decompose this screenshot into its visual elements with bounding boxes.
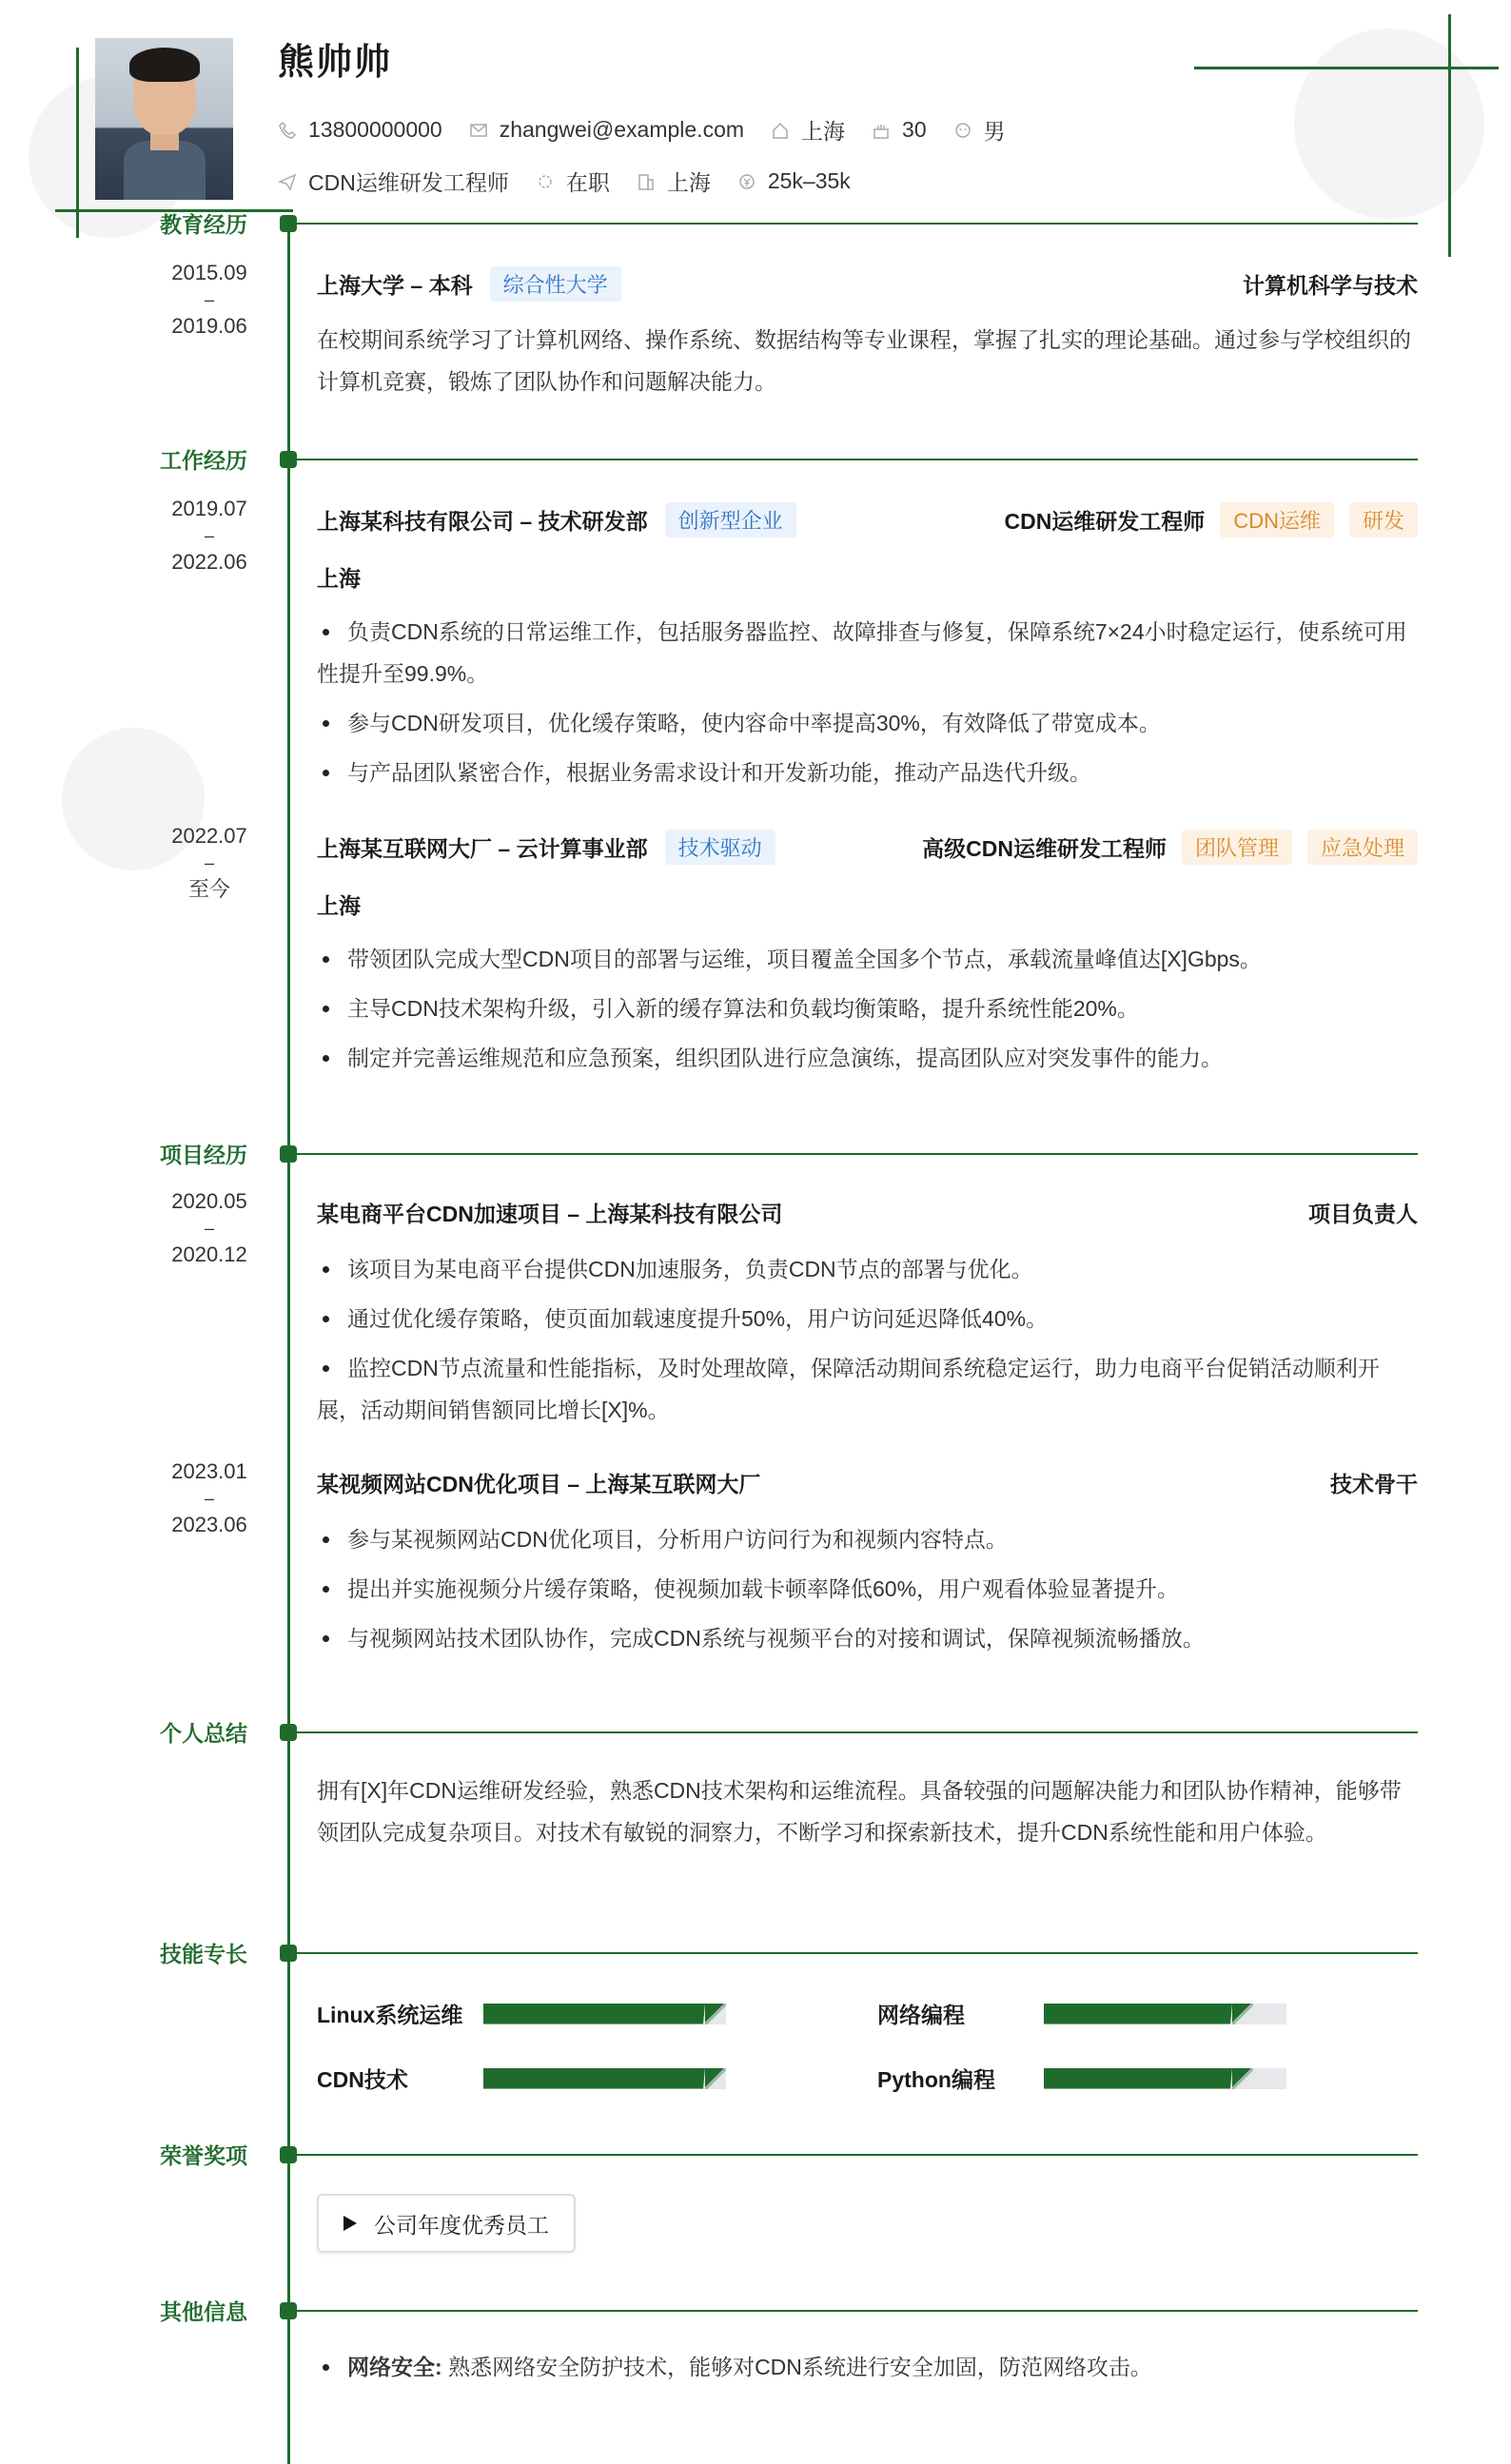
project-bullets [317, 1248, 1418, 1438]
section-divider [288, 2154, 1418, 2156]
list-item: 主导CDN技术架构升级，引入新的缓存算法和负载均衡策略，提升系统性能20%。 [317, 988, 1418, 1029]
section-title-summary: 个人总结 [160, 1721, 247, 1746]
project-date: 2023.01 – 2023.06 [171, 1459, 247, 1536]
building-icon [637, 172, 656, 191]
skill-bar-fill [483, 2004, 705, 2024]
skill-bar-tip [705, 2068, 726, 2089]
school-name: 上海大学 – 本科 [317, 273, 473, 298]
award-label: 公司年度优秀员工 [374, 2212, 549, 2238]
work-bullets [317, 938, 1418, 1086]
age: 30 [872, 117, 927, 143]
email: zhangwei@example.com [469, 117, 744, 143]
section-title-education: 教育经历 [160, 212, 247, 237]
job-title: CDN运维研发工程师 [278, 166, 509, 197]
gender-icon [953, 121, 972, 140]
section-title-other: 其他信息 [160, 2299, 247, 2324]
summary-text: 拥有[X]年CDN运维研发经验，熟悉CDN技术架构和运维流程。具备较强的问题解决能力和团队协作精神，能够带领团队完成复杂项目。对技术有敏锐的洞察力，不断学习和探索新技术，提升CDN系统性能和用户体验。 [317, 1778, 1402, 1845]
project-item-head [317, 1197, 1418, 1228]
list-item [317, 2346, 1418, 2388]
section-title-work: 工作经历 [160, 448, 247, 473]
work-item-head [317, 502, 1418, 538]
project-item-head [317, 1467, 1418, 1498]
candidate-name: 熊帅帅 [278, 43, 393, 83]
project-name: 某视频网站CDN优化项目 – 上海某互联网大厂 [317, 1472, 761, 1496]
other-bullets [317, 2346, 1418, 2396]
phone-icon [278, 121, 297, 140]
other-label: 网络安全: [347, 2355, 442, 2379]
skill-bar-tip [705, 2004, 726, 2024]
company-tag: 创新型企业 [665, 502, 796, 538]
section-divider [288, 1731, 1418, 1733]
education-desc: 在校期间系统学习了计算机网络、操作系统、数据结构等专业课程，掌握了扎实的理论基础。通过参与学校组织的计算机竞赛，锻炼了团队协作和问题解决能力。 [317, 327, 1411, 394]
section-title-skills: 技能专长 [160, 1942, 247, 1966]
work-date: 2019.07 – 2022.06 [171, 497, 247, 574]
company-tag: 技术驱动 [665, 830, 775, 865]
role-name: 高级CDN运维研发工程师 [922, 836, 1167, 861]
skill-item [877, 1998, 1286, 2029]
section-divider [288, 459, 1418, 460]
contact-row [278, 114, 1032, 146]
deco-line-v-right [1448, 14, 1451, 257]
school-tag: 综合性大学 [490, 266, 621, 302]
work-city: 上海 [317, 566, 361, 591]
city: 上海 [771, 114, 845, 146]
skill-bar-tip [1232, 2068, 1253, 2089]
deco-circle-right [1294, 29, 1484, 219]
list-item: 参与某视频网站CDN优化项目，分析用户访问行为和视频内容特点。 [317, 1518, 1418, 1560]
section-divider [288, 223, 1418, 225]
list-item: 提出并实施视频分片缓存策略，使视频加载卡顿率降低60%，用户观看体验显著提升。 [317, 1568, 1418, 1610]
mail-icon [469, 121, 488, 140]
list-item: 监控CDN节点流量和性能指标，及时处理故障，保障活动期间系统稳定运行，助力电商平台促销活动顺利开展，活动期间销售额同比增长[X]%。 [317, 1347, 1418, 1431]
skill-bar [483, 2068, 726, 2089]
role-tag: 应急处理 [1307, 830, 1418, 865]
section-title-honors: 荣誉奖项 [160, 2143, 247, 2168]
play-icon [343, 2216, 357, 2231]
award-item [317, 2194, 576, 2253]
job-intent-row [278, 166, 877, 197]
skill-name: Python编程 [877, 2067, 995, 2092]
work-item-head [317, 830, 1418, 865]
role-tag: CDN运维 [1220, 502, 1334, 538]
work-status: 在职 [536, 166, 610, 197]
skill-item [877, 2063, 1286, 2094]
avatar [95, 38, 233, 200]
target-city: 上海 [637, 166, 711, 197]
company-name: 上海某科技有限公司 – 技术研发部 [317, 509, 648, 534]
list-item: 与产品团队紧密合作，根据业务需求设计和开发新功能，推动产品迭代升级。 [317, 752, 1418, 793]
skill-name: 网络编程 [877, 2003, 965, 2027]
project-date: 2020.05 – 2020.12 [171, 1189, 247, 1266]
section-divider [288, 1153, 1418, 1155]
list-item: 通过优化缓存策略，使页面加载速度提升50%，用户访问延迟降低40%。 [317, 1298, 1418, 1340]
send-icon [278, 172, 297, 191]
timeline-line [287, 221, 290, 2464]
skill-bar-fill [483, 2068, 705, 2089]
home-icon [771, 121, 790, 140]
skill-bar-fill [1044, 2068, 1232, 2089]
skill-bar [1044, 2004, 1286, 2024]
list-item: 与视频网站技术团队协作，完成CDN系统与视频平台的对接和调试，保障视频流畅播放。 [317, 1617, 1418, 1659]
role-tag: 团队管理 [1182, 830, 1292, 865]
age-icon [872, 121, 891, 140]
phone: 13800000000 [278, 117, 442, 143]
list-item: 该项目为某电商平台提供CDN加速服务，负责CDN节点的部署与优化。 [317, 1248, 1418, 1290]
skill-bar [483, 2004, 726, 2024]
work-bullets [317, 611, 1418, 801]
status-icon [536, 172, 555, 191]
project-role: 技术骨干 [1330, 1472, 1418, 1496]
work-date: 2022.07 – 至今 [171, 824, 247, 901]
company-name: 上海某互联网大厂 – 云计算事业部 [317, 836, 648, 861]
skill-bar-tip [1232, 2004, 1253, 2024]
skill-name: Linux系统运维 [317, 2003, 463, 2027]
other-text: 熟悉网络安全防护技术，能够对CDN系统进行安全加固，防范网络攻击。 [448, 2355, 1152, 2379]
skill-bar [1044, 2068, 1286, 2089]
education-item-head [317, 266, 1418, 302]
project-bullets [317, 1518, 1418, 1667]
skill-item [317, 2063, 726, 2094]
list-item: 参与CDN研发项目，优化缓存策略，使内容命中率提高30%，有效降低了带宽成本。 [317, 702, 1418, 744]
list-item: 制定并完善运维规范和应急预案，组织团队进行应急演练，提高团队应对突发事件的能力。 [317, 1037, 1418, 1079]
major: 计算机科学与技术 [1243, 273, 1418, 298]
list-item: 带领团队完成大型CDN项目的部署与运维，项目覆盖全国多个节点，承载流量峰值达[X]Gbps。 [317, 938, 1418, 980]
work-city: 上海 [317, 893, 361, 918]
project-role: 项目负责人 [1308, 1202, 1418, 1226]
skill-name: CDN技术 [317, 2067, 408, 2092]
education-date: 2015.09 – 2019.06 [171, 261, 247, 338]
list-item: 负责CDN系统的日常运维工作，包括服务器监控、故障排查与修复，保障系统7×24小时稳定运行，使系统可用性提升至99.9%。 [317, 611, 1418, 694]
section-divider [288, 2310, 1418, 2312]
skill-bar-fill [1044, 2004, 1232, 2024]
deco-line-h-right [1194, 67, 1499, 69]
money-icon [737, 172, 756, 191]
gender: 男 [953, 114, 1006, 146]
salary: 25k–35k [737, 168, 851, 194]
section-divider [288, 1952, 1418, 1954]
project-name: 某电商平台CDN加速项目 – 上海某科技有限公司 [317, 1202, 783, 1226]
section-title-projects: 项目经历 [160, 1143, 247, 1167]
role-name: CDN运维研发工程师 [1004, 509, 1206, 534]
role-tag: 研发 [1349, 502, 1418, 538]
skill-item [317, 1998, 726, 2029]
